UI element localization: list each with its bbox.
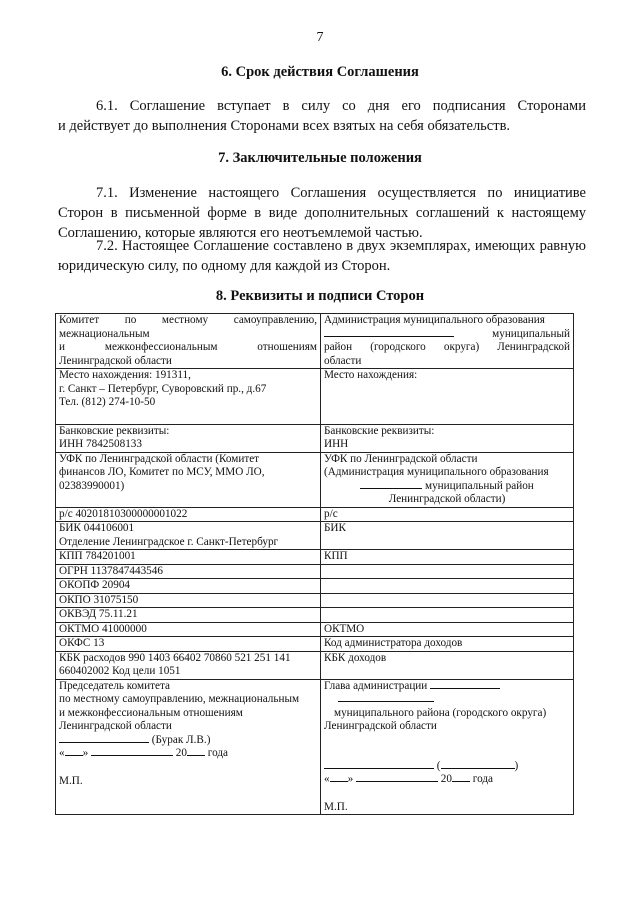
left-location-line: Тел. (812) 274-10-50 (59, 396, 156, 408)
page-number: 7 (316, 30, 324, 45)
right-stamp-place: М.П. (324, 800, 348, 813)
right-empty-cell (321, 579, 574, 594)
right-oktmo-cell: ОКТМО (321, 622, 574, 637)
section-7-title: 7. Заключительные положения (218, 150, 422, 166)
table-row (56, 507, 574, 522)
section-6-paragraph (58, 96, 586, 136)
paren: ( (436, 759, 441, 772)
right-ufk-line: Ленинградской области) (388, 493, 506, 505)
right-party-line (324, 328, 570, 342)
left-party-line: межнациональным (59, 327, 150, 340)
right-empty-cell (321, 593, 574, 608)
date-quote: » (82, 747, 89, 759)
right-party-line: Администрация муниципального образования (324, 314, 545, 326)
table-row (56, 608, 574, 623)
left-kbk-line: КБК расходов 990 1403 66402 70860 521 251 141 (59, 651, 291, 664)
left-kbk-line: 660402002 Код цели 1051 (59, 665, 181, 677)
right-signature-line (324, 693, 570, 707)
right-bank-cell (321, 424, 574, 452)
right-ufk-text: муниципальный район (425, 479, 534, 492)
left-signature-cell (56, 679, 321, 815)
left-signature-line: по местному самоуправлению, межнациональным (59, 693, 300, 705)
table-row (56, 637, 574, 652)
section-8-title: 8. Реквизиты и подписи Сторон (215, 288, 425, 304)
left-party-line: Комитет по местному самоуправлению, (59, 314, 317, 326)
right-bank-line: ИНН (324, 438, 349, 450)
table-row (56, 424, 574, 452)
signature-field (324, 768, 434, 769)
left-signature-name-line (59, 734, 317, 748)
right-ufk-line (324, 480, 570, 494)
left-date-line (59, 747, 317, 761)
left-ufk-cell (56, 452, 321, 507)
blank-field (430, 688, 500, 689)
date-word: года (207, 747, 229, 759)
date-quote: « (324, 773, 330, 785)
left-location-cell (56, 369, 321, 425)
right-bank-line: Банковские реквизиты: (324, 424, 435, 437)
right-signature-cell (321, 679, 574, 815)
requisites-table (55, 313, 574, 815)
table-row (56, 550, 574, 565)
left-party-line: Ленинградской области (59, 354, 172, 367)
table-row (56, 679, 574, 815)
right-kbk-cell: КБК доходов (321, 651, 574, 679)
signature-field (59, 742, 149, 743)
left-signature-line: Председатель комитета (59, 679, 170, 692)
right-ufk-line: УФК по Ленинградской области (324, 452, 478, 465)
left-okfs-cell: ОКФС 13 (56, 637, 321, 652)
left-signatory-name: (Бурак Л.В.) (151, 733, 211, 746)
date-day-field (65, 755, 83, 756)
right-signature-line: Ленинградской области (324, 720, 437, 732)
right-ufk-line: (Администрация муниципального образования (324, 466, 549, 478)
right-bik-cell: БИК (321, 522, 574, 550)
name-field (441, 768, 515, 769)
date-year: 20 (440, 773, 452, 785)
date-quote: « (59, 747, 65, 759)
left-okpo-cell: ОКПО 31075150 (56, 593, 321, 608)
left-account-cell: р/с 40201810300000001022 (56, 507, 321, 522)
right-party-text: муниципальный (492, 327, 570, 340)
left-okved-cell: ОКВЭД 75.11.21 (56, 608, 321, 623)
left-kpp-cell: КПП 784201001 (56, 550, 321, 565)
table-row (56, 564, 574, 579)
right-signature-line: муниципального района (городского округа) (334, 706, 547, 719)
left-ufk-line: 02383990001) (59, 479, 125, 492)
right-signature-text: Глава администрации (324, 679, 428, 692)
left-signature-line: и межконфессиональным отношениям (59, 706, 243, 719)
date-year: 20 (175, 747, 187, 759)
right-kpp-cell: КПП (321, 550, 574, 565)
right-date-line (324, 773, 570, 787)
right-party-line: области (324, 354, 362, 367)
date-year-field (452, 781, 470, 782)
right-ufk-cell (321, 452, 574, 507)
section-7-paragraph-1: 7.1. Изменение настоящего Соглашения осуществляется по инициативе Сторон в письменной форме в виде дополнительных соглашений к настоящему Соглашению, которые являются его неотъемлемой частью. (58, 185, 586, 241)
table-row (56, 651, 574, 679)
left-kbk-cell (56, 651, 321, 679)
right-location-cell: Место нахождения: (321, 369, 574, 425)
right-admin-code-cell: Код администратора доходов (321, 637, 574, 652)
left-okopf-cell: ОКОПФ 20904 (56, 579, 321, 594)
date-month-field (91, 755, 173, 756)
left-ogrn-cell: ОГРН 1137847443546 (56, 564, 321, 579)
table-row (56, 369, 574, 425)
left-ufk-line: УФК по Ленинградской области (Комитет (59, 452, 260, 465)
table-row (56, 522, 574, 550)
right-empty-cell (321, 608, 574, 623)
date-quote: » (347, 773, 354, 785)
right-party-cell (321, 314, 574, 369)
blank-field (324, 336, 454, 337)
right-party-line: район (городского округа) Ленинградской (324, 341, 570, 353)
left-bik-cell (56, 522, 321, 550)
left-stamp-place: М.П. (59, 774, 83, 787)
table-row (56, 579, 574, 594)
right-signature-name-line (324, 760, 570, 774)
section-6-paragraph-line-1: 6.1. Соглашение вступает в силу со дня его подписания Сторонами (96, 98, 586, 114)
date-day-field (330, 781, 348, 782)
right-account-cell: р/с (321, 507, 574, 522)
paren: ) (514, 759, 519, 772)
left-ufk-line: финансов ЛО, Комитет по МСУ, ММО ЛО, (59, 466, 265, 478)
left-bik-line: БИК 044106001 (59, 522, 135, 534)
table-row (56, 622, 574, 637)
date-word: года (472, 773, 494, 785)
left-signature-line: Ленинградской области (59, 720, 172, 732)
date-month-field (356, 781, 438, 782)
table-row (56, 314, 574, 369)
right-empty-cell (321, 564, 574, 579)
left-bik-line: Отделение Ленинградское г. Санкт-Петербург (59, 535, 279, 548)
date-year-field (187, 755, 205, 756)
left-bank-line: ИНН 7842508133 (59, 438, 142, 450)
left-party-line: и межконфессиональным отношениям (59, 341, 317, 353)
section-7-paragraph-2: 7.2. Настоящее Соглашение составлено в двух экземплярах, имеющих равную юридическую силу, по одному для каждой из Сторон. (58, 238, 586, 274)
section-6-paragraph-line-2: и действует до выполнения Сторонами всех взятых на себя обязательств. (58, 118, 511, 134)
section-6-title: 6. Срок действия Соглашения (221, 64, 419, 80)
left-location-line: Место нахождения: 191311, (59, 369, 191, 381)
left-bank-cell (56, 424, 321, 452)
left-bank-line: Банковские реквизиты: (59, 424, 170, 437)
left-oktmo-cell: ОКТМО 41000000 (56, 622, 321, 637)
right-signature-line (324, 680, 570, 694)
blank-field (338, 701, 434, 702)
table-row (56, 593, 574, 608)
left-location-line: г. Санкт – Петербург, Суворовский пр., д.67 (59, 382, 267, 395)
blank-field (360, 488, 422, 489)
table-row (56, 452, 574, 507)
left-party-cell (56, 314, 321, 369)
